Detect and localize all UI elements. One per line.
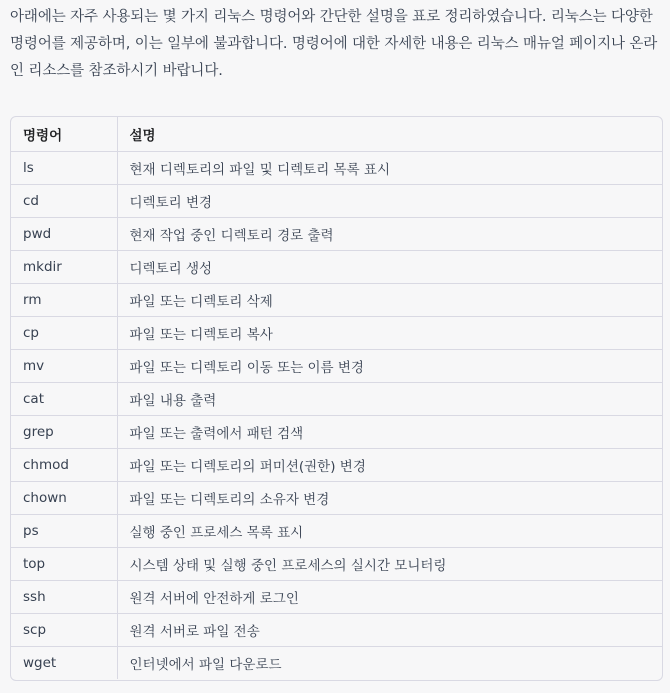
table-header: [11, 117, 662, 151]
description-cell: 파일 내용 출력: [117, 382, 662, 415]
intro-paragraph: 아래에는 자주 사용되는 몇 가지 리눅스 명령어와 간단한 설명을 표로 정리하였습니다. 리눅스는 다양한 명령어를 제공하며, 이는 일부에 불과합니다. 명령어에 대한 자세한 내용은 리눅스 매뉴얼 페이지나 온라인 리소스를 참조하시기 바랍니다.: [10, 9, 658, 79]
description-cell: 파일 또는 디렉토리 복사: [117, 316, 662, 349]
table-row: [11, 349, 662, 382]
command-cell: ls: [11, 151, 117, 184]
description-cell: 파일 또는 디렉토리 삭제: [117, 283, 662, 316]
description-cell: 인터넷에서 파일 다운로드: [117, 646, 662, 679]
description-cell: 파일 또는 디렉토리 이동 또는 이름 변경: [117, 349, 662, 382]
description-cell: 디렉토리 생성: [117, 250, 662, 283]
description-cell: 시스템 상태 및 실행 중인 프로세스의 실시간 모니터링: [117, 547, 662, 580]
description-cell: 파일 또는 디렉토리의 퍼미션(권한) 변경: [117, 448, 662, 481]
table-row: [11, 547, 662, 580]
command-cell: ps: [11, 514, 117, 547]
table-row: [11, 415, 662, 448]
table-row: [11, 448, 662, 481]
table-row: [11, 217, 662, 250]
description-cell: 디렉토리 변경: [117, 184, 662, 217]
description-cell: 현재 작업 중인 디렉토리 경로 출력: [117, 217, 662, 250]
description-cell: 파일 또는 출력에서 패턴 검색: [117, 415, 662, 448]
table-row: [11, 382, 662, 415]
commands-table: [11, 117, 662, 679]
table-row: [11, 184, 662, 217]
table-row: [11, 481, 662, 514]
command-cell: top: [11, 547, 117, 580]
header-row: [11, 117, 662, 151]
header-command: 명령어: [11, 117, 117, 151]
table-row: [11, 250, 662, 283]
description-cell: 원격 서버로 파일 전송: [117, 613, 662, 646]
table-row: [11, 283, 662, 316]
command-cell: grep: [11, 415, 117, 448]
command-cell: mv: [11, 349, 117, 382]
table-row: [11, 646, 662, 679]
command-cell: cat: [11, 382, 117, 415]
command-cell: ssh: [11, 580, 117, 613]
header-description: 설명: [117, 117, 662, 151]
command-cell: cp: [11, 316, 117, 349]
command-cell: wget: [23, 654, 57, 671]
table-row: [11, 316, 662, 349]
table-row: [11, 151, 662, 184]
command-cell: cd: [11, 184, 117, 217]
description-cell: 원격 서버에 안전하게 로그인: [117, 580, 662, 613]
description-cell: 파일 또는 디렉토리의 소유자 변경: [117, 481, 662, 514]
commands-table-container: [10, 116, 663, 681]
command-cell: mkdir: [11, 250, 117, 283]
command-cell: rm: [11, 283, 117, 316]
command-cell: pwd: [11, 217, 117, 250]
command-cell: scp: [11, 613, 117, 646]
command-cell: chmod: [11, 448, 117, 481]
table-row: [11, 514, 662, 547]
description-cell: 실행 중인 프로세스 목록 표시: [117, 514, 662, 547]
command-cell: chown: [11, 481, 117, 514]
description-cell: 현재 디렉토리의 파일 및 디렉토리 목록 표시: [117, 151, 662, 184]
table-body: [11, 151, 662, 679]
table-row: [11, 613, 662, 646]
table-row: [11, 580, 662, 613]
